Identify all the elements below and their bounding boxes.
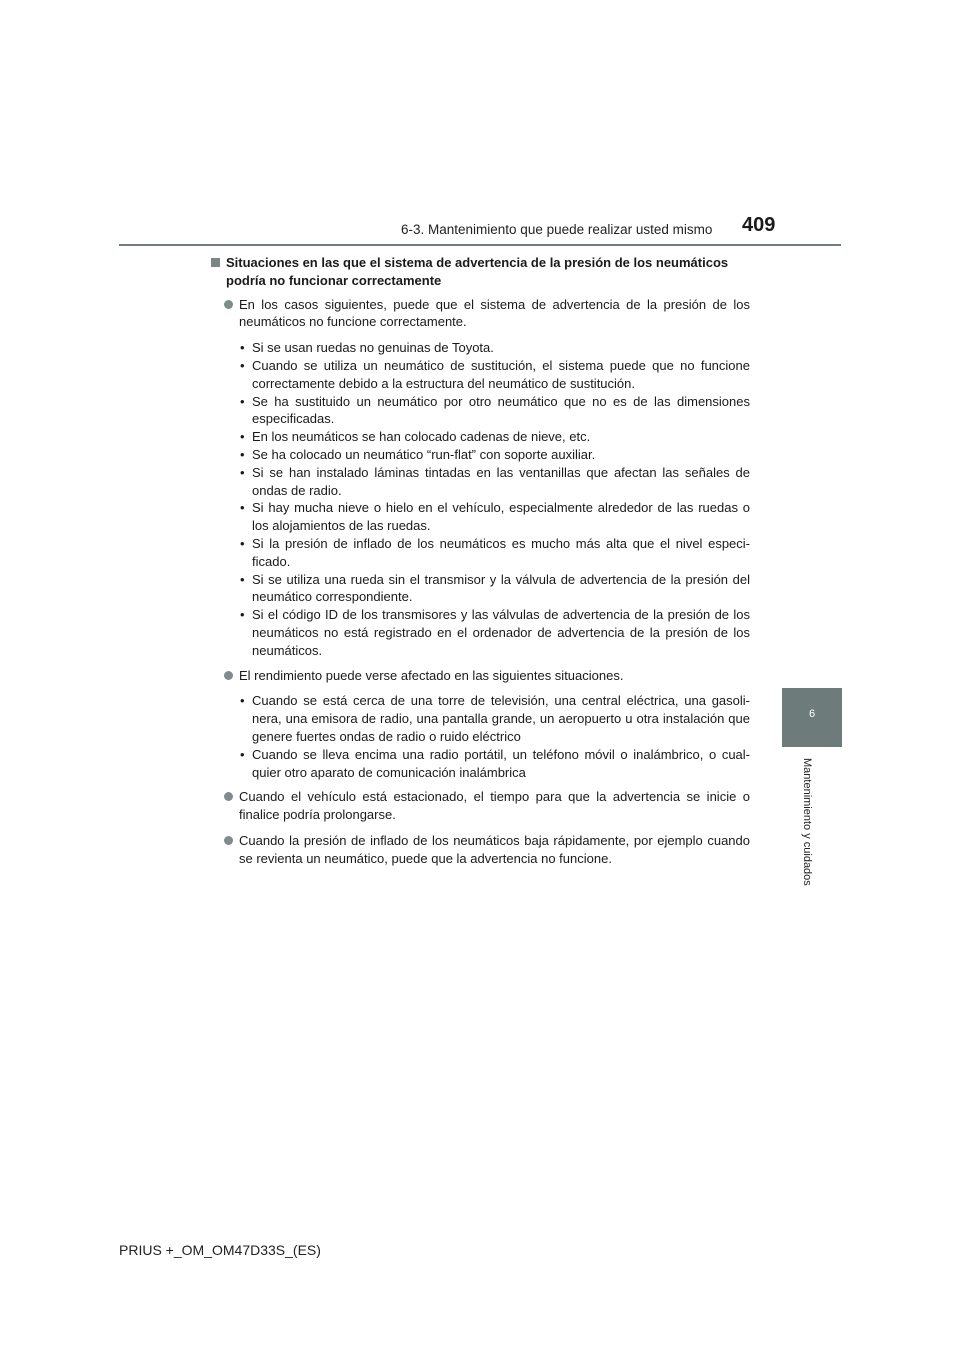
- dot-marker-icon: •: [240, 393, 245, 409]
- dot-marker-icon: •: [240, 446, 245, 462]
- dot-marker-icon: •: [240, 607, 245, 623]
- circle-bullet-icon: [224, 300, 233, 309]
- sub-list-item: • Cuando se está cerca de una torre de televisión, una central eléctrica, una gasoli-nera, una emisora de radio, una pantalla grande, un aeropuerto u otra instalación que genere fuertes ondas de radio o ruido eléctrico: [240, 693, 750, 744]
- bullet-item: [210, 788, 750, 824]
- chapter-number: 6: [808, 708, 816, 720]
- circle-bullet-icon: [224, 671, 233, 680]
- main-content: [210, 254, 750, 876]
- bullet-item: [210, 296, 750, 332]
- dot-marker-icon: •: [240, 500, 245, 516]
- sub-list: [210, 692, 750, 781]
- sub-list-item: • Si se utiliza una rueda sin el transmisor y la válvula de advertencia de la presión del neumático correspondiente.: [240, 571, 750, 605]
- page-number: 409: [742, 214, 776, 236]
- square-bullet-icon: [211, 258, 220, 267]
- document-code: PRIUS +_OM_OM47D33S_(ES): [119, 1242, 321, 1258]
- chapter-tab: [782, 688, 842, 747]
- sub-list-item: • Si el código ID de los transmisores y las válvulas de advertencia de la presión de los neumáticos no está registrado en el ordenador de advertencia de la presión de los neumáticos.: [240, 607, 750, 658]
- section-heading: [210, 254, 750, 290]
- dot-marker-icon: •: [240, 464, 245, 480]
- dot-marker-icon: •: [240, 571, 245, 587]
- bullet-text: En los casos siguientes, puede que el sistema de advertencia de la presión de los neumáticos no funcione correctamente.: [239, 296, 750, 330]
- sub-list-item: • Si se han instalado láminas tintadas en las ventanillas que afectan las señales de ondas de radio.: [240, 464, 750, 498]
- circle-bullet-icon: [224, 836, 233, 845]
- header-divider: [119, 244, 841, 246]
- chapter-title: Mantenimiento y cuidados: [801, 758, 813, 886]
- sub-list-item: • Cuando se lleva encima una radio portátil, un teléfono móvil o inalámbrico, o cual-quier otro aparato de comunicación inalámbrica: [240, 746, 750, 780]
- bullet-text: El rendimiento puede verse afectado en las siguientes situaciones.: [239, 667, 624, 683]
- bullet-item: [210, 832, 750, 868]
- circle-bullet-icon: [224, 792, 233, 801]
- sub-list-item: • Si hay mucha nieve o hielo en el vehículo, especialmente alrededor de las ruedas o los alojamientos de las ruedas.: [240, 500, 750, 534]
- header-section-title: 6-3. Mantenimiento que puede realizar usted mismo: [401, 222, 713, 237]
- dot-marker-icon: •: [240, 535, 245, 551]
- sub-list-item: • En los neumáticos se han colocado cadenas de nieve, etc.: [240, 429, 591, 445]
- section-heading-text: Situaciones en las que el sistema de advertencia de la presión de los neumáticos podría no funcionar correctamente: [226, 255, 729, 288]
- bullet-item: [210, 667, 750, 685]
- sub-list: [210, 339, 750, 659]
- sub-list-item: • Cuando se utiliza un neumático de sustitución, el sistema puede que no funcione correctamente debido a la estructura del neumático de sustitución.: [240, 357, 750, 391]
- sub-list-item: • Se ha colocado un neumático “run-flat” con soporte auxiliar.: [240, 446, 596, 462]
- sub-list-item: • Si se usan ruedas no genuinas de Toyota.: [240, 340, 494, 356]
- dot-marker-icon: •: [240, 340, 245, 356]
- bullet-text: Cuando la presión de inflado de los neumáticos baja rápidamente, por ejemplo cuando se revienta un neumático, puede que la advertencia no funcione.: [239, 832, 750, 866]
- dot-marker-icon: •: [240, 693, 245, 709]
- sub-list-item: • Se ha sustituido un neumático por otro neumático que no es de las dimensiones especificadas.: [240, 393, 750, 427]
- dot-marker-icon: •: [240, 429, 245, 445]
- dot-marker-icon: •: [240, 746, 245, 762]
- sub-list-item: • Si la presión de inflado de los neumáticos es mucho más alta que el nivel especi-ficado.: [240, 535, 750, 569]
- dot-marker-icon: •: [240, 357, 245, 373]
- bullet-text: Cuando el vehículo está estacionado, el tiempo para que la advertencia se inicie o finalice podría prolongarse.: [239, 789, 750, 823]
